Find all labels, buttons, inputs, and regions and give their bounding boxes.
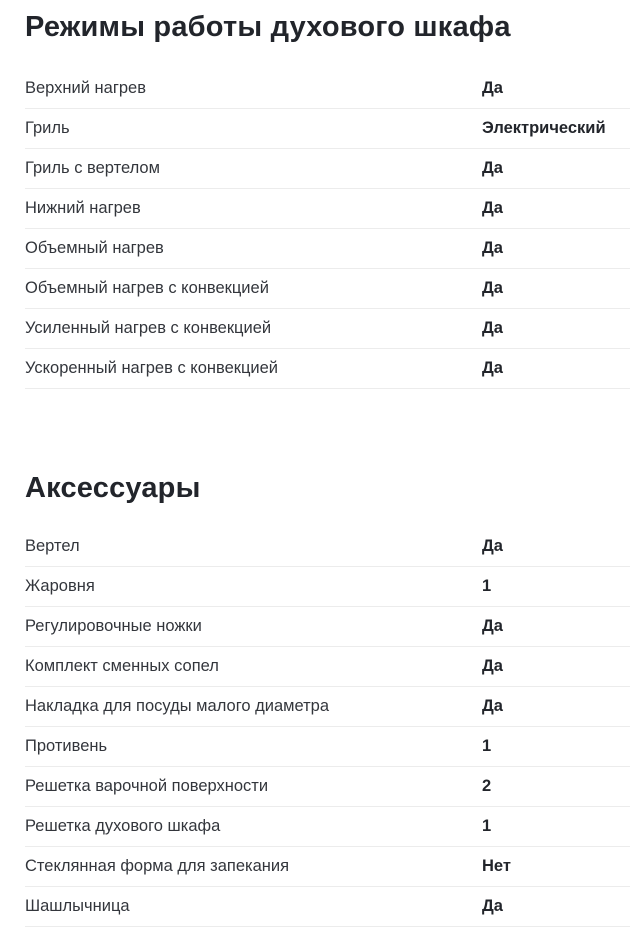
spec-row	[25, 229, 630, 269]
spec-label: Ускоренный нагрев с конвекцией	[25, 359, 279, 377]
spec-label: Нижний нагрев	[25, 199, 141, 217]
spec-label: Жаровня	[25, 577, 95, 595]
spec-value: Да	[482, 319, 503, 337]
spec-row	[25, 109, 630, 149]
spec-section	[25, 9, 630, 389]
spec-rows	[25, 527, 630, 927]
spec-rows	[25, 69, 630, 389]
spec-label: Комплект сменных сопел	[25, 657, 219, 675]
section-title: Режимы работы духового шкафа	[25, 11, 511, 43]
spec-row	[25, 309, 630, 349]
spec-row	[25, 767, 630, 807]
spec-row	[25, 847, 630, 887]
spec-row	[25, 269, 630, 309]
spec-row	[25, 527, 630, 567]
spec-value: Да	[482, 617, 503, 635]
spec-row	[25, 727, 630, 767]
spec-row	[25, 647, 630, 687]
spec-row	[25, 149, 630, 189]
spec-label: Противень	[25, 737, 108, 755]
spec-label: Накладка для посуды малого диаметра	[25, 697, 330, 715]
spec-label: Объемный нагрев с конвекцией	[25, 279, 269, 297]
spec-row	[25, 887, 630, 927]
spec-value: Да	[482, 697, 503, 715]
spec-label: Гриль с вертелом	[25, 159, 160, 177]
spec-value: Да	[482, 657, 503, 675]
spec-value: Да	[482, 159, 503, 177]
spec-row	[25, 189, 630, 229]
spec-value: Да	[482, 79, 503, 97]
spec-row	[25, 807, 630, 847]
spec-value: 1	[482, 817, 492, 835]
spec-value: 1	[482, 577, 492, 595]
spec-label: Объемный нагрев	[25, 239, 164, 257]
spec-value: Да	[482, 359, 503, 377]
spec-row	[25, 687, 630, 727]
spec-label: Гриль	[25, 119, 70, 137]
spec-row	[25, 567, 630, 607]
spec-value: 1	[482, 737, 492, 755]
spec-value: Да	[482, 537, 503, 555]
spec-value: Да	[482, 199, 503, 217]
spec-value: Да	[482, 239, 503, 257]
spec-label: Шашлычница	[25, 897, 130, 915]
spec-row	[25, 69, 630, 109]
spec-label: Усиленный нагрев с конвекцией	[25, 319, 272, 337]
spec-label: Стеклянная форма для запекания	[25, 857, 290, 875]
spec-label: Решетка духового шкафа	[25, 817, 221, 835]
spec-value: Нет	[482, 857, 511, 875]
specs-sections	[25, 9, 630, 927]
spec-label: Верхний нагрев	[25, 79, 146, 97]
spec-row	[25, 349, 630, 389]
spec-value: Да	[482, 897, 503, 915]
spec-value: 2	[482, 777, 492, 795]
spec-label: Регулировочные ножки	[25, 617, 202, 635]
spec-section	[25, 470, 630, 927]
section-title: Аксессуары	[25, 472, 201, 504]
spec-value: Электрический	[482, 119, 606, 137]
spec-label: Решетка варочной поверхности	[25, 777, 269, 795]
spec-value: Да	[482, 279, 503, 297]
spec-label: Вертел	[25, 537, 80, 555]
spec-row	[25, 607, 630, 647]
